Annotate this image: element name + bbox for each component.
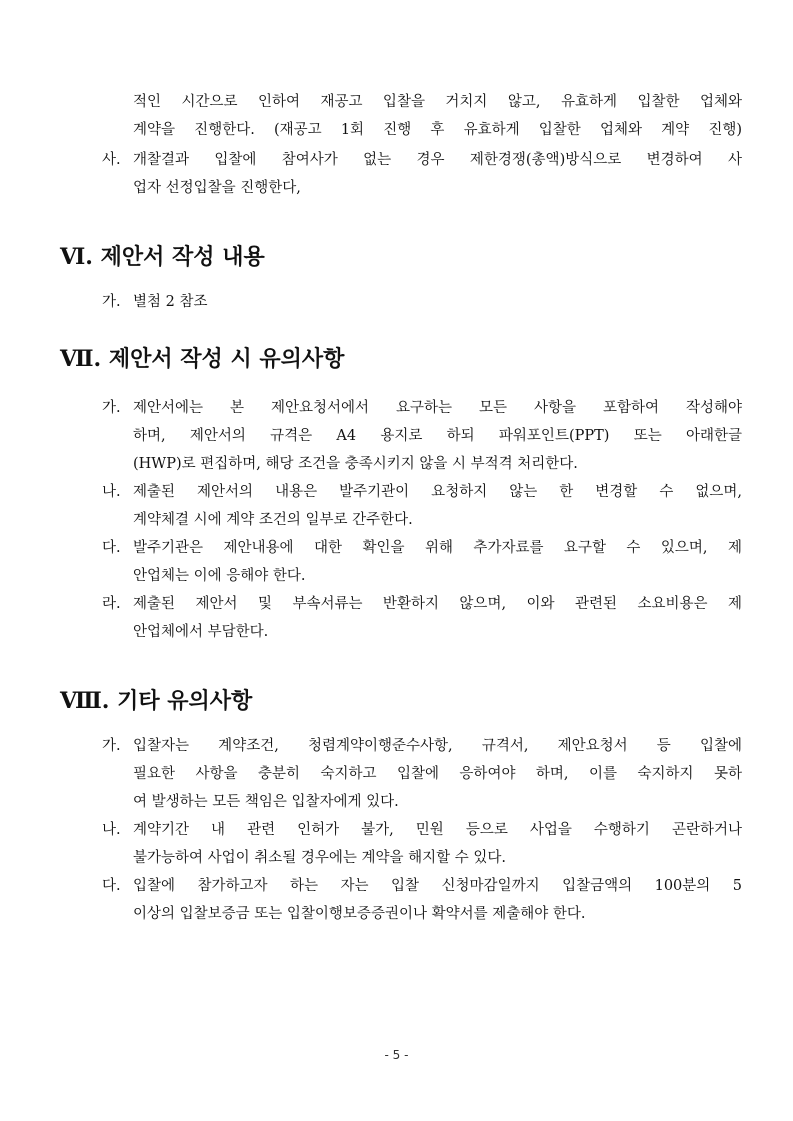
list-item-line: 계약기간 내 관련 인허가 불가, 민원 등으로 사업을 수행하기 곤란하거나 [133, 822, 742, 838]
list-item-line: 하며, 제안서의 규격은 A4 용지로 하되 파워포인트(PPT) 또는 아래한글 [133, 428, 742, 444]
list-item-line: 개찰결과 입찰에 참여사가 없는 경우 제한경쟁(총액)방식으로 변경하여 사 [133, 152, 742, 168]
list-item-line: 제안서에는 본 제안요청서에서 요구하는 모든 사항을 포함하여 작성해야 [133, 400, 742, 416]
paragraph-line: 적인 시간으로 인하여 재공고 입찰을 거치지 않고, 유효하게 입찰한 업체와 [133, 94, 742, 110]
section-title: 제안서 작성 내용 [100, 245, 265, 270]
section-numeral: Ⅶ. [60, 346, 102, 372]
paragraph-line: 계약을 진행한다. (재공고 1회 진행 후 유효하게 입찰한 업체와 계약 진행) [133, 122, 742, 138]
section-heading [60, 687, 252, 716]
list-item-marker: 사. [102, 152, 121, 168]
list-item-marker: 나. [102, 822, 121, 838]
section-title: 제안서 작성 시 유의사항 [108, 347, 345, 372]
list-item-line: 입찰에 참가하고자 하는 자는 입찰 신청마감일까지 입찰금액의 100분의 5 [133, 878, 742, 894]
list-item-line: 제출된 제안서 및 부속서류는 반환하지 않으며, 이와 관련된 소요비용은 제 [133, 596, 742, 612]
list-item-line: 발주기관은 제안내용에 대한 확인을 위해 추가자료를 요구할 수 있으며, 제 [133, 540, 742, 556]
list-item-line: 불가능하여 사업이 취소될 경우에는 계약을 해지할 수 있다. [133, 850, 507, 866]
list-item-marker: 라. [102, 596, 121, 612]
list-item-line: 필요한 사항을 충분히 숙지하고 입찰에 응하여야 하며, 이를 숙지하지 못하 [133, 766, 742, 782]
section-heading [60, 345, 344, 374]
list-item-line: 업자 선정입찰을 진행한다, [133, 180, 301, 196]
section-numeral: Ⅵ. [60, 244, 93, 270]
list-item-marker: 가. [102, 738, 121, 754]
list-item-line: 여 발생하는 모든 책임은 입찰자에게 있다. [133, 794, 399, 810]
list-item-marker: 다. [102, 540, 121, 556]
section-title: 기타 유의사항 [117, 689, 253, 714]
list-item-marker: 가. [102, 294, 121, 310]
section-numeral: Ⅷ. [60, 688, 110, 714]
page-number: - 5 - [384, 1048, 409, 1062]
list-item-line: 안업체에서 부담한다. [133, 624, 269, 640]
list-item-line: 입찰자는 계약조건, 청렴계약이행준수사항, 규격서, 제안요청서 등 입찰에 [133, 738, 742, 754]
list-item-marker: 나. [102, 484, 121, 500]
list-item-line: 계약체결 시에 계약 조건의 일부로 간주한다. [133, 512, 413, 528]
list-item-line: 이상의 입찰보증금 또는 입찰이행보증증권이나 확약서를 제출해야 한다. [133, 906, 586, 922]
list-item-marker: 가. [102, 400, 121, 416]
list-item-line: (HWP)로 편집하며, 해당 조건을 충족시키지 않을 시 부적격 처리한다. [133, 456, 578, 472]
section-heading [60, 243, 265, 272]
list-item-marker: 다. [102, 878, 121, 894]
list-item-line: 제출된 제안서의 내용은 발주기관이 요청하지 않는 한 변경할 수 없으며, [133, 484, 742, 500]
list-item-line: 안업체는 이에 응해야 한다. [133, 568, 306, 584]
list-item-line: 별첨 2 참조 [133, 294, 208, 310]
